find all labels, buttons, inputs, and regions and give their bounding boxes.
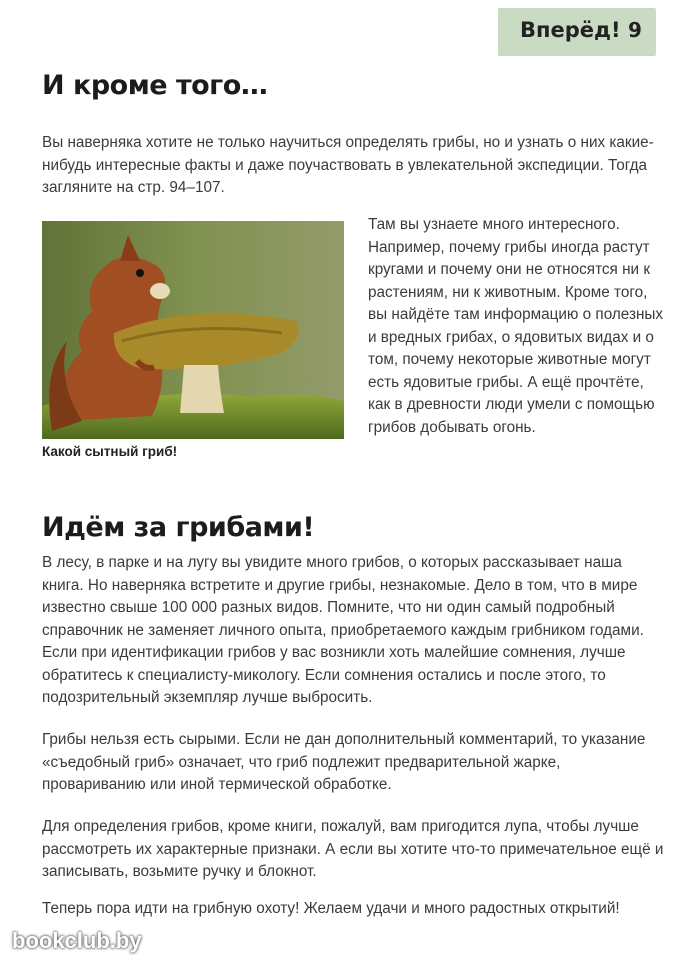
intro-paragraph: Вы наверняка хотите не только научиться определять грибы, но и узнать о них какие-нибудь интересные факты и даже поучаствовать в увлекательной экспедиции. Тогда загляните на стр. 94–107. [42, 134, 654, 196]
page-number: 9 [628, 18, 642, 42]
paragraph-raw-warning: Грибы нельзя есть сырыми. Если не дан дополнительный комментарий, то указание «съедобный гриб» означает, что гриб подлежит предварительной жарке, провариванию или иной термической обработке. [42, 731, 646, 793]
paragraph-tools: Для определения грибов, кроме книги, пожалуй, вам пригодится лупа, чтобы лучше рассмотреть их характерные признаки. А если вы хотите что-то примечательное ещё и записывать, возьмите ручку и блокнот. [42, 818, 664, 880]
squirrel-mushroom-photo [42, 221, 344, 439]
side-paragraph: Там вы узнаете много интересного. Например, почему грибы иногда растут кругами и почему они не относятся ни к растениям, ни к животным. Кроме того, вы найдёте там информацию о полезных и вредных грибах, о ядовитых видах и о том, почему некоторые животные могут есть ядовитые грибы. А ещё прочтёте, как в древности люди умели с помощью грибов добывать огонь. [368, 216, 664, 436]
watermark: bookclub.by [12, 928, 142, 953]
paragraph-advice: В лесу, в парке и на лугу вы увидите много грибов, о которых рассказывает наша книга. Но наверняка встретите и другие грибы, незнакомые. Дело в том, что в мире известно свыше 100 000 разных видов. Помните, что ни один самый подробный справочник не заменяет личного опыта, приобретаемого каждым грибником годами. Если при идентификации грибов у вас возникли хоть малейшие сомнения, лучше обратитесь к специалисту-микологу. Если сомнения остались и после этого, то подозрительный экземпляр лучше выбросить. [42, 554, 644, 706]
section-tab [498, 8, 656, 56]
section-heading-mushrooms: Идём за грибами! [42, 512, 315, 543]
section-tab-label: Вперёд! [520, 18, 621, 42]
photo-caption: Какой сытный гриб! [42, 444, 178, 459]
paragraph-closing: Теперь пора идти на грибную охоту! Желаем удачи и много радостных открытий! [42, 900, 620, 917]
section-heading-more: И кроме того… [42, 70, 268, 101]
